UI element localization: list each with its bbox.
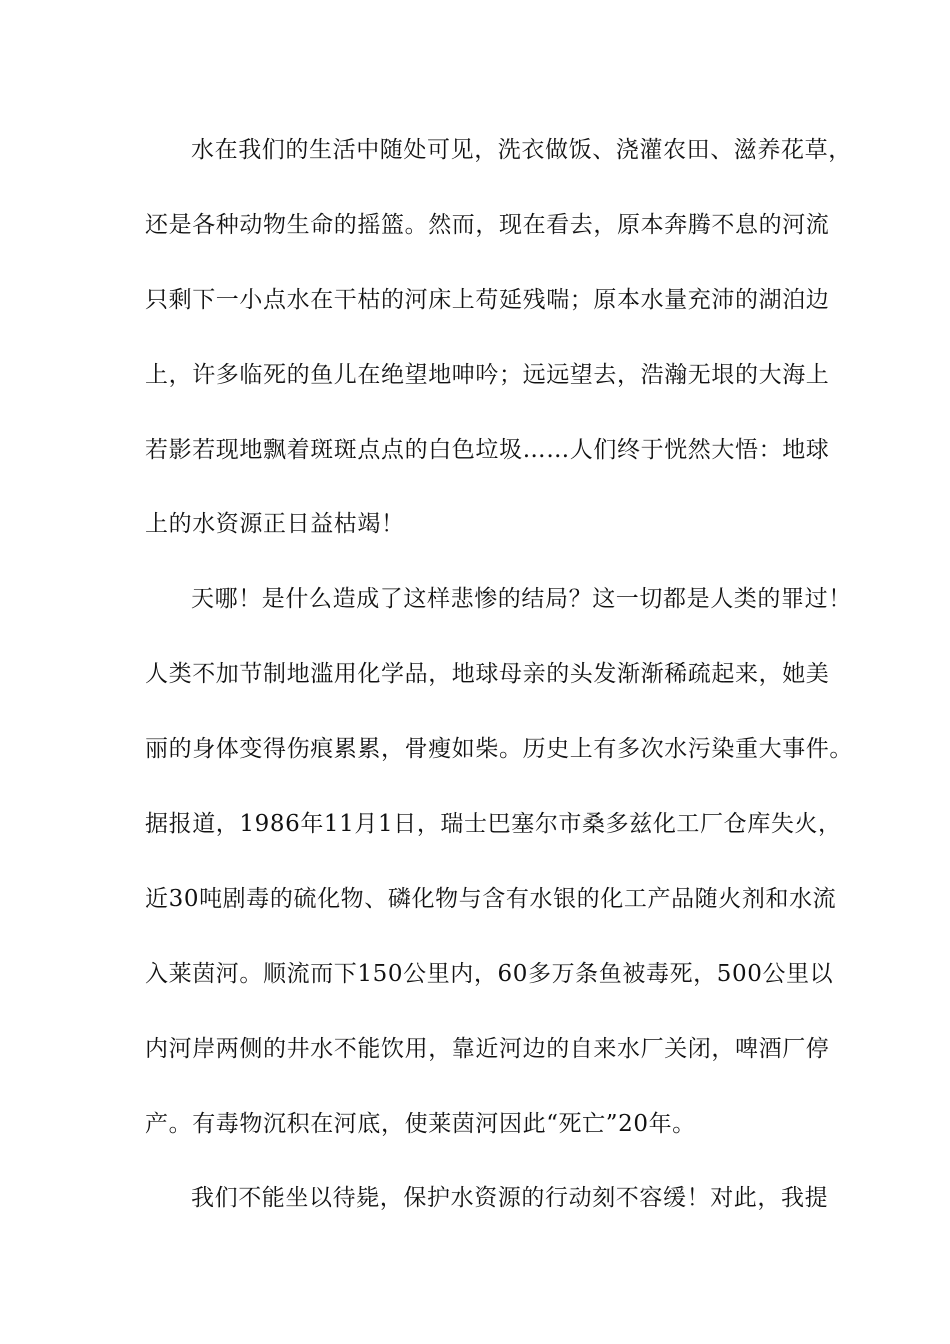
text-line: 产。有毒物沉积在河底，使莱茵河因此“死亡”20年。 <box>145 1110 696 1137</box>
text-line: 还是各种动物生命的摇篮。然而，现在看去，原本奔腾不息的河流 <box>145 211 830 238</box>
text-line: 只剩下一小点水在干枯的河床上苟延残喘；原本水量充沛的湖泊边 <box>145 286 830 313</box>
text-line: 近30吨剧毒的硫化物、磷化物与含有水银的化工产品随火剂和水流 <box>145 885 837 912</box>
text-line: 水在我们的生活中随处可见，洗衣做饭、浇灌农田、滋养花草， <box>191 137 852 163</box>
text-line: 天哪！是什么造成了这样悲惨的结局？这一切都是人类的罪过！ <box>191 586 852 613</box>
text-line: 上，许多临死的鱼儿在绝望地呻吟；远远望去，浩瀚无垠的大海上 <box>145 361 830 388</box>
text-line: 丽的身体变得伤痕累累，骨瘦如柴。历史上有多次水污染重大事件。 <box>145 736 853 763</box>
text-line: 据报道，1986年11月1日，瑞士巴塞尔市桑多兹化工厂仓库失火， <box>145 811 842 838</box>
text-line: 我们不能坐以待毙，保护水资源的行动刻不容缓！对此，我提 <box>191 1185 829 1212</box>
text-line: 内河岸两侧的井水不能饮用，靠近河边的自来水厂关闭，啤酒厂停 <box>145 1035 830 1062</box>
text-line: 若影若现地飘着斑斑点点的白色垃圾……人们终于恍然大悟：地球 <box>145 436 830 463</box>
text-line: 入莱茵河。顺流而下150公里内，60多万条鱼被毒死，500公里以 <box>145 960 834 987</box>
text-line: 人类不加节制地滥用化学品，地球母亲的头发渐渐稀疏起来，她美 <box>145 661 830 688</box>
text-line: 上的水资源正日益枯竭！ <box>145 511 405 538</box>
document-body <box>145 128 853 1251</box>
